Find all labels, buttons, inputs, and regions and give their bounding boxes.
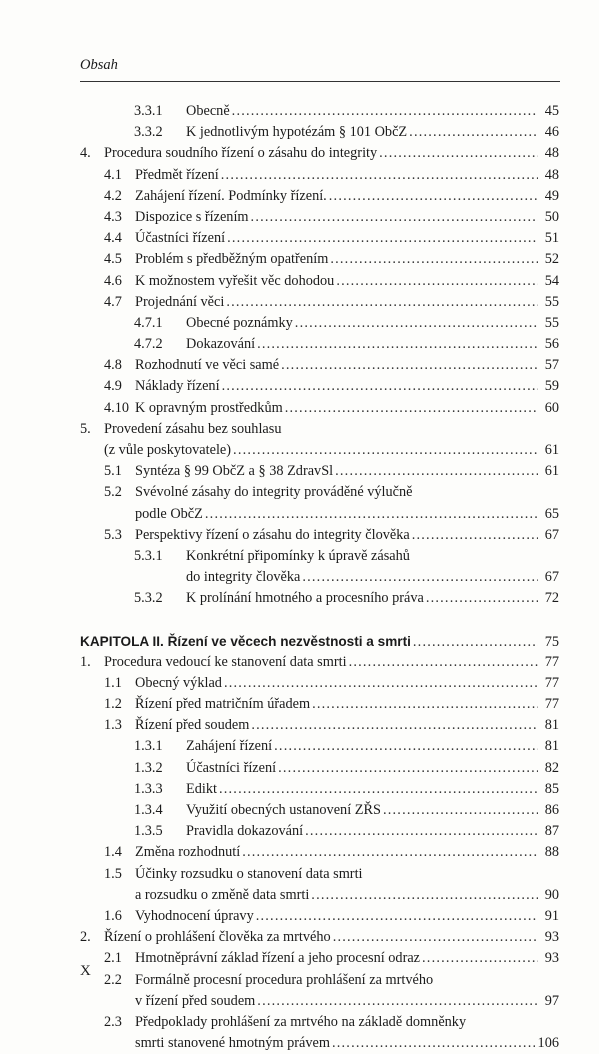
toc-entry-number: 1.3.2 (134, 759, 163, 776)
toc-entry (80, 525, 559, 546)
table-of-contents (80, 101, 559, 1054)
dot-leader (205, 504, 538, 525)
toc-page-number: 106 (537, 1035, 559, 1052)
dot-leader (413, 632, 538, 653)
toc-entry (80, 334, 559, 355)
toc-entry (80, 864, 559, 906)
dot-leader (336, 271, 538, 292)
toc-entry-title: Obecné poznámky (186, 314, 293, 331)
dot-leader (312, 694, 538, 715)
toc-entry (80, 779, 559, 800)
toc-page-number: 88 (544, 844, 559, 861)
toc-page-number: 90 (544, 886, 559, 903)
toc-entry-number: 4.9 (104, 378, 122, 395)
toc-entry (80, 948, 559, 969)
toc-page-number: 61 (544, 442, 559, 458)
toc-entry-title: K prolínání hmotného a procesního práva (186, 590, 424, 607)
dot-leader (335, 461, 538, 482)
toc-page-number: 55 (544, 314, 559, 331)
toc-page-number: 87 (544, 823, 559, 840)
dot-leader (222, 376, 538, 397)
toc-entry (80, 186, 559, 207)
toc-entry-title: smrti stanovené hmotným právem (135, 1035, 330, 1052)
toc-entry (80, 482, 559, 524)
toc-entry (80, 249, 559, 270)
toc-entry (80, 673, 559, 694)
toc-entry-title: Hmotněprávní základ řízení a jeho procesní odraz (135, 950, 421, 967)
toc-page-number: 91 (544, 907, 559, 924)
toc-entry-title: Řízení o prohlášení člověka za mrtvého (104, 929, 331, 946)
toc-entry (80, 122, 559, 143)
toc-entry-title: Konkrétní připomínky k úpravě zásahů (186, 547, 410, 564)
toc-page-number: 77 (544, 653, 559, 670)
toc-entry-title: Edikt (186, 780, 217, 797)
toc-entry-number: 2.3 (104, 1013, 122, 1030)
dot-leader (232, 101, 538, 122)
toc-entry (80, 101, 559, 122)
toc-entry (80, 313, 559, 334)
toc-entry-title: Zahájení řízení (186, 738, 273, 755)
toc-entry (80, 355, 559, 376)
toc-entry-number: 3.3.1 (134, 103, 163, 119)
toc-entry-number: 5.1 (104, 463, 122, 480)
toc-entry-title: v řízení před soudem (135, 992, 256, 1009)
toc-entry-number: 1. (80, 653, 91, 670)
toc-page-number: 82 (544, 759, 559, 776)
toc-page-number: 72 (544, 590, 559, 607)
toc-entry-title: a rozsudku o změně data smrti (135, 886, 310, 903)
toc-entry-title: Rozhodnutí ve věci samé (135, 357, 280, 374)
dot-leader (219, 779, 538, 800)
toc-page-number: 48 (544, 145, 559, 162)
toc-entry-title: Účastníci řízení (186, 759, 277, 776)
toc-page-number: 93 (544, 929, 559, 946)
toc-entry-title: Účinky rozsudku o stanovení data smrti (135, 865, 363, 882)
dot-leader (224, 673, 538, 694)
toc-entry (80, 376, 559, 397)
toc-page-number: 77 (544, 674, 559, 691)
toc-page-number: 60 (544, 399, 559, 416)
toc-entry-title: Procedura soudního řízení o zásahu do integrity (104, 145, 378, 162)
toc-entry-title: KAPITOLA II. Řízení ve věcech nezvěstnosti a smrti (80, 633, 411, 649)
toc-entry-title: K jednotlivým hypotézám § 101 ObčZ (186, 124, 408, 141)
toc-entry-number: 4.1 (104, 166, 122, 183)
toc-page-number: 54 (544, 272, 559, 289)
toc-page-number: 93 (544, 950, 559, 967)
toc-entry-number: 4. (80, 145, 91, 162)
toc-entry-number: 4.5 (104, 251, 122, 268)
toc-entry-title: podle ObčZ (135, 505, 203, 522)
toc-page-number: 45 (544, 103, 559, 119)
toc-entry-number: 3.3.2 (134, 124, 163, 141)
toc-entry-number: 4.3 (104, 208, 122, 225)
toc-entry (80, 1012, 559, 1054)
toc-entry (80, 292, 559, 313)
dot-leader (221, 165, 538, 186)
toc-entry-title: Projednání věci (135, 293, 225, 310)
toc-entry-number: 1.4 (104, 844, 122, 861)
toc-entry-number: 4.6 (104, 272, 122, 289)
toc-page-number: 46 (544, 124, 559, 141)
toc-entry-number: 5.3.1 (134, 547, 163, 564)
toc-entry (80, 758, 559, 779)
toc-entry (80, 143, 559, 164)
toc-page-number: 61 (544, 463, 559, 480)
toc-entry-number: 2.2 (104, 971, 122, 988)
toc-entry-title: Řízení před matričním úřadem (135, 696, 311, 713)
dot-leader (383, 800, 538, 821)
toc-entry-number: 2. (80, 929, 91, 946)
toc-entry-number: 4.2 (104, 187, 122, 204)
dot-leader (305, 821, 538, 842)
toc-entry-number: 5.3 (104, 526, 122, 543)
toc-entry-number: 5.2 (104, 484, 122, 501)
dot-leader (332, 1033, 535, 1054)
dot-leader (329, 186, 538, 207)
dot-leader (256, 906, 538, 927)
toc-entry (80, 652, 559, 673)
toc-entry-title: Pravidla dokazování (186, 823, 304, 840)
toc-entry (80, 165, 559, 186)
dot-leader (426, 588, 538, 609)
toc-page-number: 59 (544, 378, 559, 395)
dot-leader (295, 313, 538, 334)
dot-leader (422, 948, 538, 969)
toc-page-number: 55 (544, 293, 559, 310)
dot-leader (226, 292, 538, 313)
dot-leader (278, 758, 538, 779)
dot-leader (227, 228, 538, 249)
toc-page-number: 77 (544, 696, 559, 713)
toc-entry (80, 398, 559, 419)
toc-entry (80, 821, 559, 842)
toc-entry-title: Zahájení řízení. Podmínky řízení. (135, 187, 327, 204)
toc-entry (80, 736, 559, 757)
dot-leader (333, 927, 538, 948)
toc-entry-title: Formálně procesní procedura prohlášení za mrtvého (135, 971, 434, 988)
toc-page-number: 50 (544, 208, 559, 225)
toc-entry (80, 694, 559, 715)
toc-entry-title: Využití obecných ustanovení ZŘS (186, 802, 381, 818)
toc-entry-title: Náklady řízení (135, 378, 220, 395)
toc-entry (80, 842, 559, 863)
toc-chapter-heading (80, 631, 559, 652)
toc-entry-number: 4.7.1 (134, 314, 163, 331)
toc-entry-number: 5.3.2 (134, 590, 163, 607)
dot-leader (349, 652, 538, 673)
toc-entry-number: 4.7 (104, 293, 122, 310)
toc-entry-title: do integrity člověka (186, 569, 301, 586)
toc-entry-title: Svévolné zásahy do integrity prováděné výlučně (135, 484, 413, 501)
toc-entry-title: (z vůle poskytovatele) (104, 442, 232, 458)
toc-page-number: 81 (544, 738, 559, 755)
toc-page-number: 49 (544, 187, 559, 204)
toc-entry-title: Účastníci řízení (135, 230, 226, 247)
toc-entry (80, 271, 559, 292)
toc-entry-number: 1.3 (104, 717, 122, 734)
toc-entry (80, 419, 559, 461)
toc-entry-number: 1.2 (104, 696, 122, 713)
toc-entry-number: 1.1 (104, 674, 122, 691)
toc-entry (80, 546, 559, 588)
toc-entry-title: Řízení před soudem (135, 717, 250, 734)
dot-leader (251, 715, 538, 736)
dot-leader (412, 525, 538, 546)
toc-entry-title: K možnostem vyřešit věc dohodou (135, 272, 335, 289)
toc-page-number: 52 (544, 251, 559, 268)
toc-entry-number: 1.6 (104, 907, 122, 924)
toc-entry-number: 1.3.5 (134, 823, 163, 840)
toc-entry (80, 906, 559, 927)
toc-entry-title: Předpoklady prohlášení za mrtvého na základě domněnky (135, 1013, 467, 1030)
header-rule (80, 81, 560, 82)
dot-leader (409, 122, 538, 143)
toc-entry-title: Syntéza § 99 ObčZ a § 38 ZdravSl (135, 463, 334, 480)
toc-entry-number: 4.10 (104, 399, 130, 416)
dot-leader (233, 440, 538, 461)
toc-page-number: 57 (544, 357, 559, 374)
toc-entry-title: K opravným prostředkům (135, 399, 283, 416)
dot-leader (379, 143, 538, 164)
toc-entry-number: 4.8 (104, 357, 122, 374)
toc-page-number: 85 (544, 780, 559, 797)
toc-entry-title: Obecně (186, 103, 230, 119)
toc-entry-title: Perspektivy řízení o zásahu do integrity člověka (135, 526, 410, 543)
toc-page-number: 48 (544, 166, 559, 183)
toc-page-number: 67 (544, 569, 559, 586)
page-number: X (80, 963, 91, 979)
toc-entry (80, 228, 559, 249)
dot-leader (302, 567, 538, 588)
dot-leader (257, 991, 538, 1012)
dot-leader (285, 398, 538, 419)
dot-leader (330, 249, 538, 270)
toc-entry (80, 800, 559, 821)
toc-entry-number: 2.1 (104, 950, 122, 967)
dot-leader (257, 334, 538, 355)
dot-leader (251, 207, 538, 228)
dot-leader (242, 842, 538, 863)
toc-entry-number: 1.5 (104, 865, 122, 882)
toc-page-number: 86 (544, 802, 559, 818)
toc-entry (80, 927, 559, 948)
toc-entry-title: Dispozice s řízením (135, 208, 249, 225)
toc-entry (80, 588, 559, 609)
toc-entry-title: Dokazování (186, 336, 256, 353)
dot-leader (311, 885, 538, 906)
toc-entry (80, 461, 559, 482)
toc-page-number: 81 (544, 717, 559, 734)
toc-entry-title: Změna rozhodnutí (135, 844, 241, 861)
toc-page-number: 75 (544, 633, 559, 650)
dot-leader (274, 736, 538, 757)
toc-entry-title: Procedura vedoucí ke stanovení data smrti (104, 653, 347, 670)
toc-entry-title: Provedení zásahu bez souhlasu (104, 420, 282, 437)
toc-page-number: 67 (544, 526, 559, 543)
toc-entry-number: 4.4 (104, 230, 122, 247)
dot-leader (281, 355, 538, 376)
toc-entry-number: 1.3.4 (134, 802, 163, 818)
toc-entry-number: 5. (80, 420, 91, 437)
toc-entry-title: Vyhodnocení úpravy (135, 907, 254, 924)
toc-page-number: 65 (544, 505, 559, 522)
toc-entry (80, 207, 559, 228)
toc-page-number: 51 (544, 230, 559, 247)
toc-page-number: 56 (544, 336, 559, 353)
toc-entry-title: Předmět řízení (135, 166, 219, 183)
toc-entry-number: 1.3.3 (134, 780, 163, 797)
toc-entry-number: 1.3.1 (134, 738, 163, 755)
toc-entry (80, 970, 559, 1012)
toc-entry (80, 715, 559, 736)
toc-entry-title: Problém s předběžným opatřením (135, 251, 329, 268)
toc-entry-title: Obecný výklad (135, 674, 222, 691)
toc-page-number: 97 (544, 992, 559, 1009)
toc-entry-number: 4.7.2 (134, 336, 163, 353)
running-head: Obsah (80, 57, 118, 73)
